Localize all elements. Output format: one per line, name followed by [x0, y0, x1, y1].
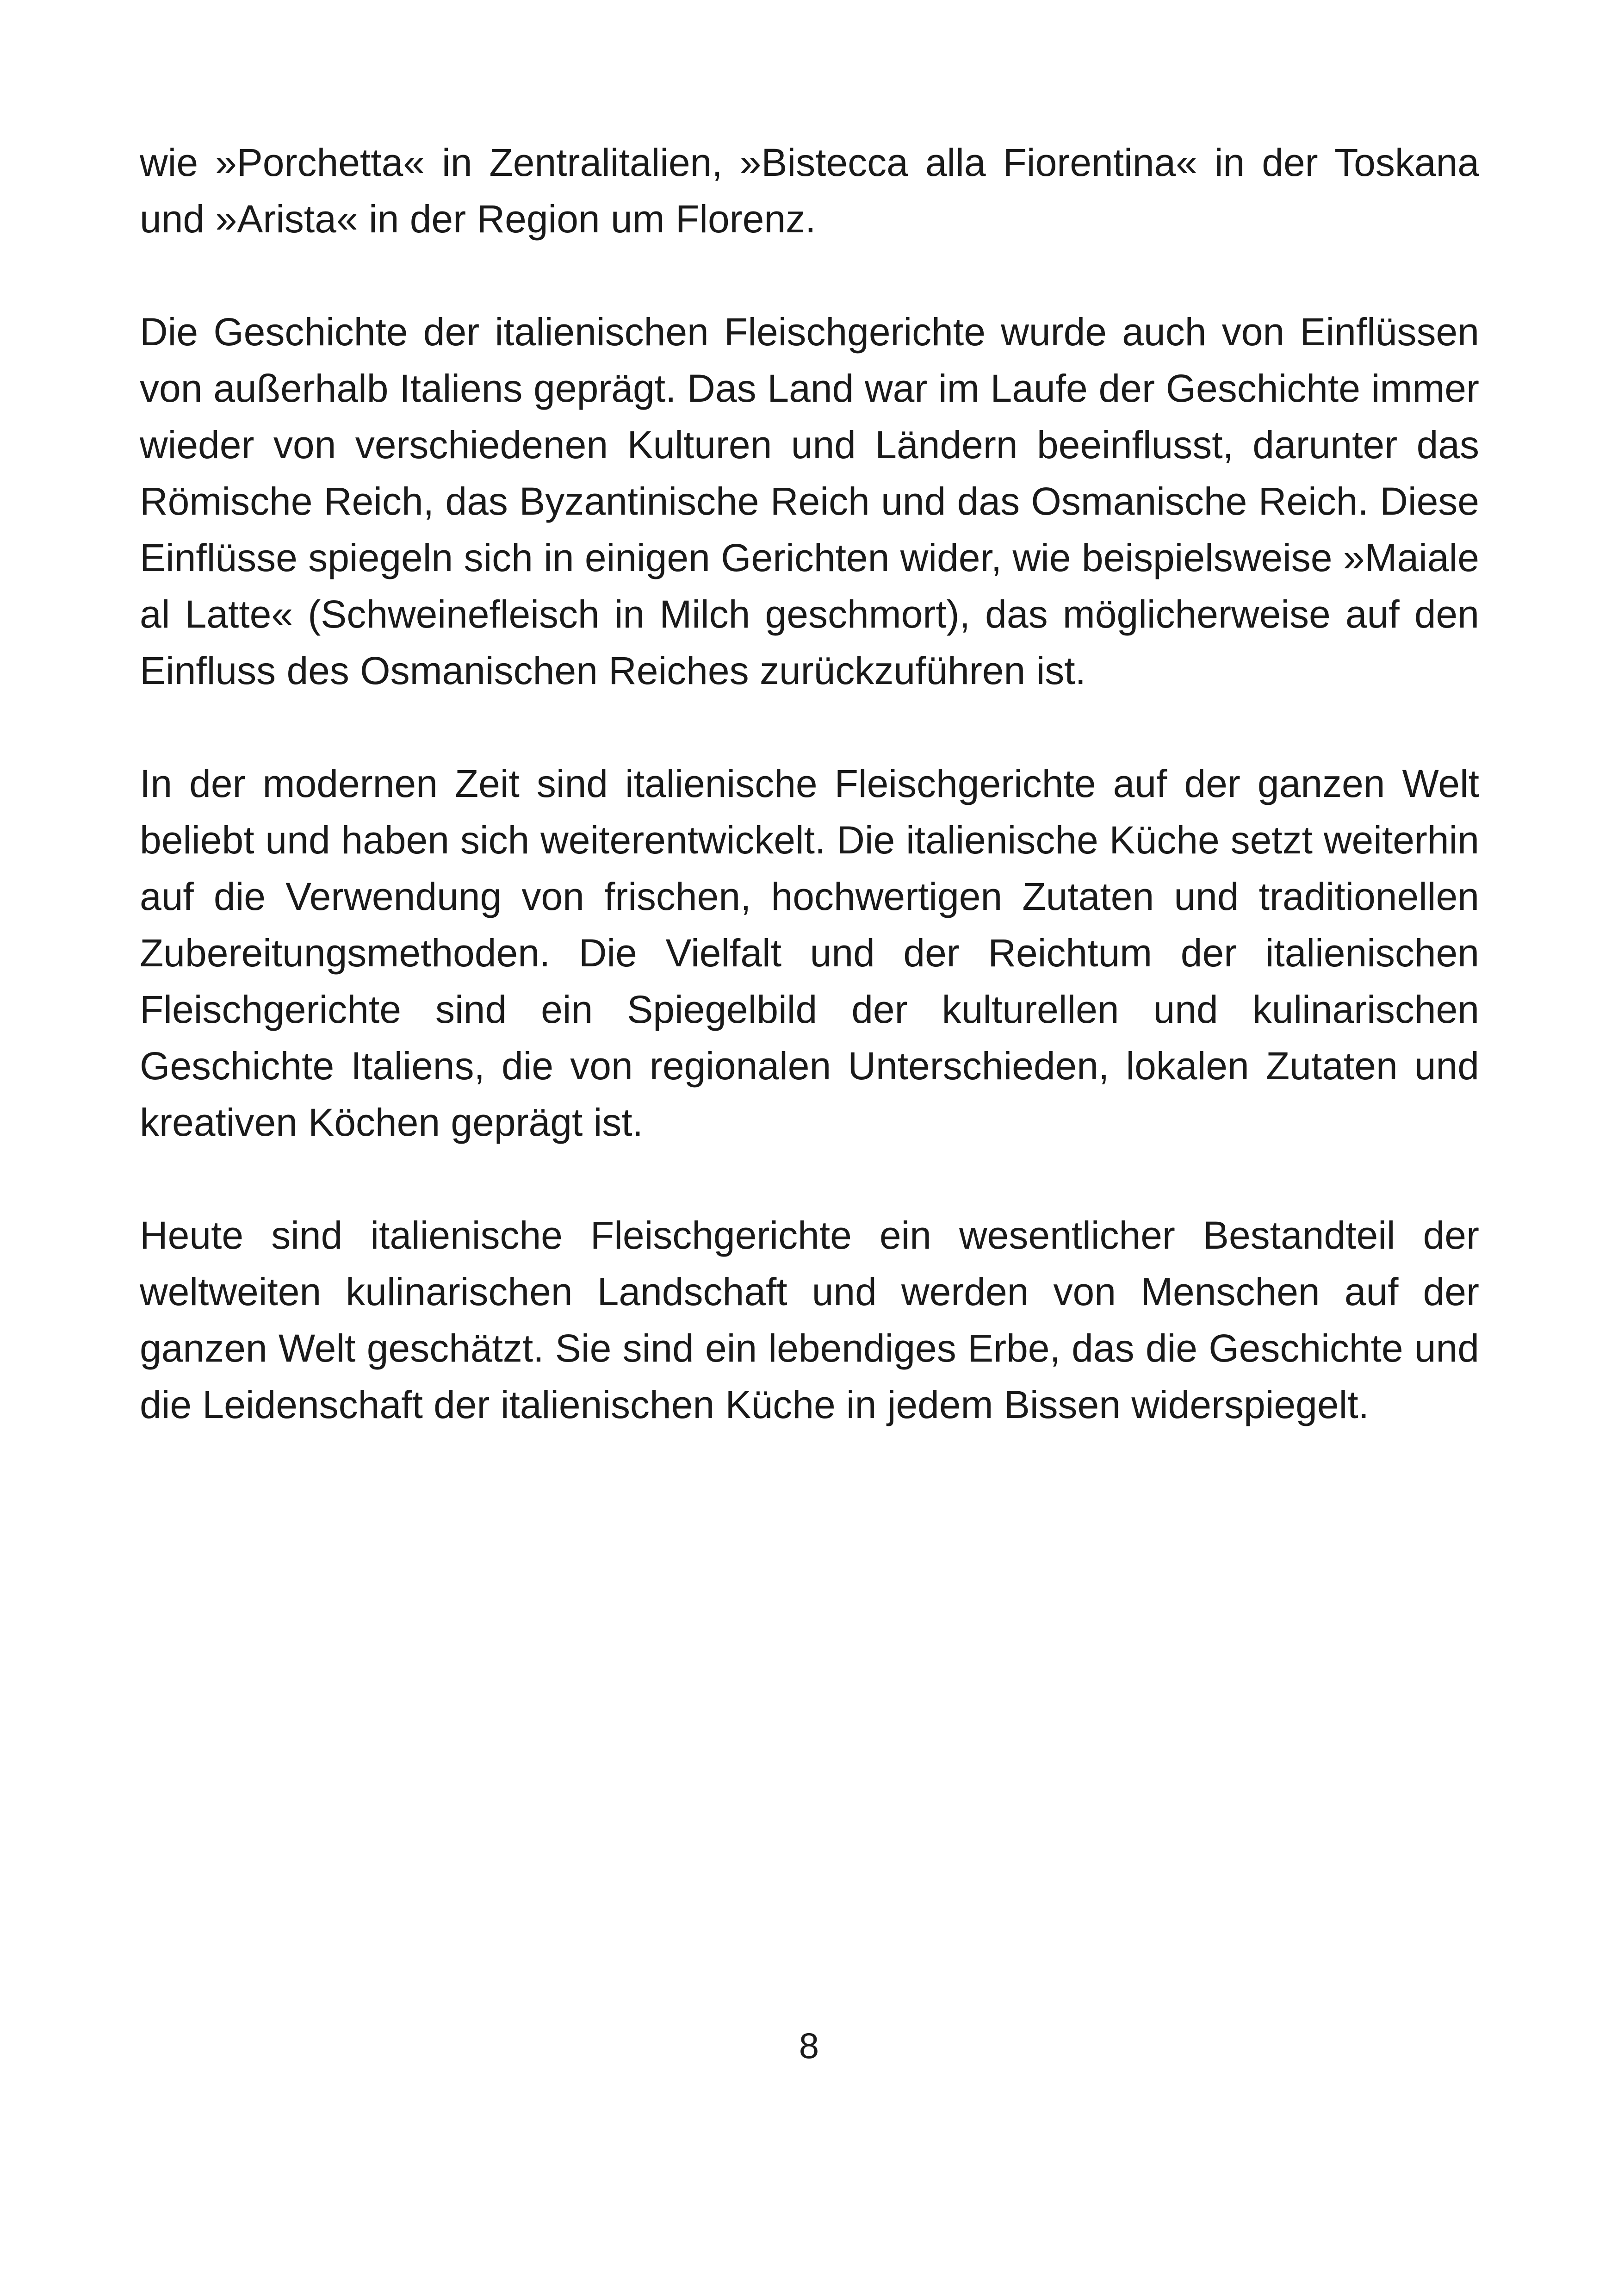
paragraph-3: In der modernen Zeit sind italienische Fleischgerichte auf der ganzen Welt beliebt und haben sich weiterentwickelt. Die italienische Küche setzt weiterhin auf die Verwendung von frischen, hochwertigen Zutaten und traditionellen Zubereitungsmethoden. Die Vielfalt und der Reichtum der italienischen Fleischgerichte sind ein Spiegelbild der kulturellen und kulinarischen Geschichte Italiens, die von regionalen Unterschieden, lokalen Zutaten und kreativen Köchen geprägt ist.	[140, 762, 1479, 1144]
body-text	[140, 134, 1479, 1489]
paragraph-2: Die Geschichte der italienischen Fleischgerichte wurde auch von Einflüssen von außerhalb Italiens geprägt. Das Land war im Laufe der Geschichte immer wieder von verschiedenen Kulturen und Ländern beeinflusst, darunter das Römische Reich, das Byzantinische Reich und das Osmanische Reich. Diese Einflüsse spiegeln sich in einigen Gerichten wider, wie beispielsweise »Maiale al Latte« (Schweinefleisch in Milch geschmort), das möglicherweise auf den Einfluss des Osmanischen Reiches zurückzuführen ist.	[140, 310, 1479, 692]
paragraph-1: wie »Porchetta« in Zentralitalien, »Bistecca alla Fiorentina« in der Toskana und »Arista« in der Region um Florenz.	[140, 141, 1479, 241]
paragraph-4: Heute sind italienische Fleischgerichte ein wesentlicher Bestandteil der weltweiten kulinarischen Landschaft und werden von Menschen auf der ganzen Welt geschätzt. Sie sind ein lebendiges Erbe, das die Geschichte und die Leidenschaft der italienischen Küche in jedem Bissen widerspiegelt.	[140, 1213, 1479, 1426]
page-number: 8	[799, 2025, 819, 2066]
